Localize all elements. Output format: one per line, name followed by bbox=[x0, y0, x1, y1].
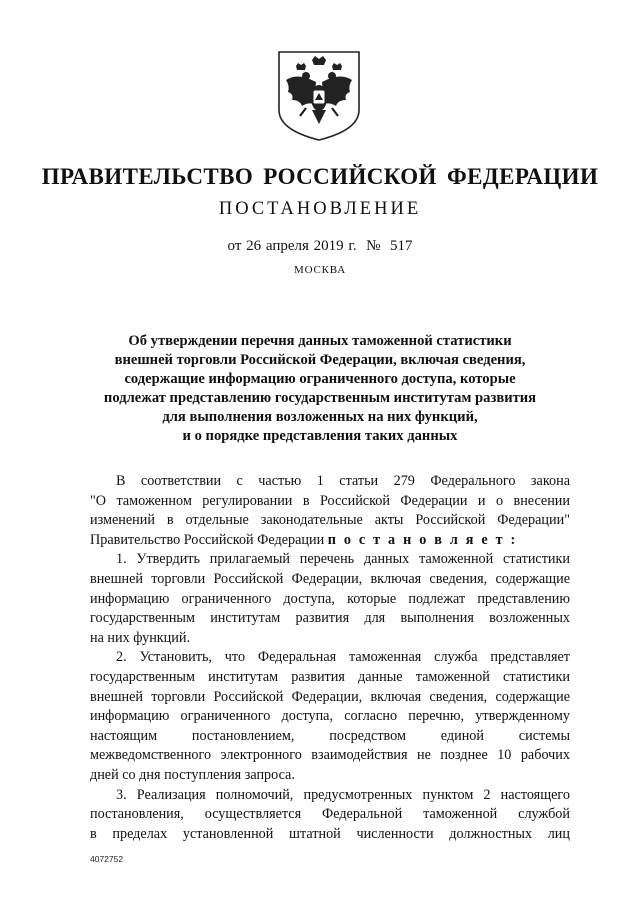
title-line: Об утверждении перечня данных таможенной статистики bbox=[128, 333, 512, 349]
coat-of-arms-emblem-icon bbox=[276, 50, 362, 142]
body-text: Правительство Российской Федерации bbox=[90, 531, 325, 548]
body-line: информацию ограниченного доступа, которые подлежат представлению bbox=[90, 590, 570, 607]
body-line: на них функций. bbox=[90, 629, 191, 646]
title-line: внешней торговли Российской Федерации, включая сведения, bbox=[114, 352, 526, 368]
body-line: постановления, осуществляется Федеральной таможенной службой bbox=[90, 806, 570, 823]
body-line: внешней торговли Российской Федерации, включая сведения, содержащие bbox=[90, 570, 570, 587]
title-line: содержащие информацию ограниченного доступа, которые bbox=[124, 371, 516, 387]
body-line: в пределах установленной штатной численности должностных лиц bbox=[90, 825, 570, 842]
body-line: "О таможенном регулировании в Российской Федерации и о внесении bbox=[90, 492, 570, 509]
date-number-line: от 26 апреля 2019 г. № 517 bbox=[227, 238, 413, 254]
body-line: внешней торговли Российской Федерации, включая сведения, содержащие bbox=[90, 688, 570, 705]
body-line: 3. Реализация полномочий, предусмотренных пунктом 2 настоящего bbox=[116, 786, 570, 803]
title-line: подлежат представлению государственным институтам развития bbox=[103, 390, 537, 406]
document-number: 4072752 bbox=[90, 854, 124, 864]
body-line: В соответствии с частью 1 статьи 279 Федерального закона bbox=[116, 473, 570, 489]
body-line: межведомственного электронного взаимодействия не позднее 10 рабочих bbox=[90, 747, 570, 764]
body-line: настоящим постановлением, посредством единой системы bbox=[90, 727, 570, 744]
body-line: 2. Установить, что Федеральная таможенная служба представляет bbox=[116, 649, 570, 666]
body-line: информацию ограниченного доступа, согласно перечню, утвержденному bbox=[90, 708, 570, 725]
body-line: 1. Утвердить прилагаемый перечень данных таможенной статистики bbox=[116, 551, 570, 568]
document-title bbox=[60, 332, 580, 446]
document-body bbox=[90, 472, 570, 844]
title-line: и о порядке представления таких данных bbox=[182, 428, 458, 444]
document-type: ПОСТАНОВЛЕНИЕ bbox=[218, 199, 422, 219]
body-line: изменений в отдельные законодательные акты Российской Федерации" bbox=[90, 512, 570, 529]
city: МОСКВА bbox=[294, 264, 346, 276]
title-line: для выполнения возложенных на них функций, bbox=[162, 409, 478, 425]
body-line: государственным институтам развития для выполнения возложенных bbox=[90, 610, 570, 627]
body-line: государственным институтам развития данные таможенной статистики bbox=[90, 668, 570, 685]
body-line bbox=[90, 531, 570, 551]
body-line: дней со дня поступления запроса. bbox=[90, 766, 295, 783]
government-name: ПРАВИТЕЛЬСТВО РОССИЙСКОЙ ФЕДЕРАЦИИ bbox=[41, 164, 599, 189]
decree-keyword: п о с т а н о в л я е т : bbox=[327, 531, 518, 548]
